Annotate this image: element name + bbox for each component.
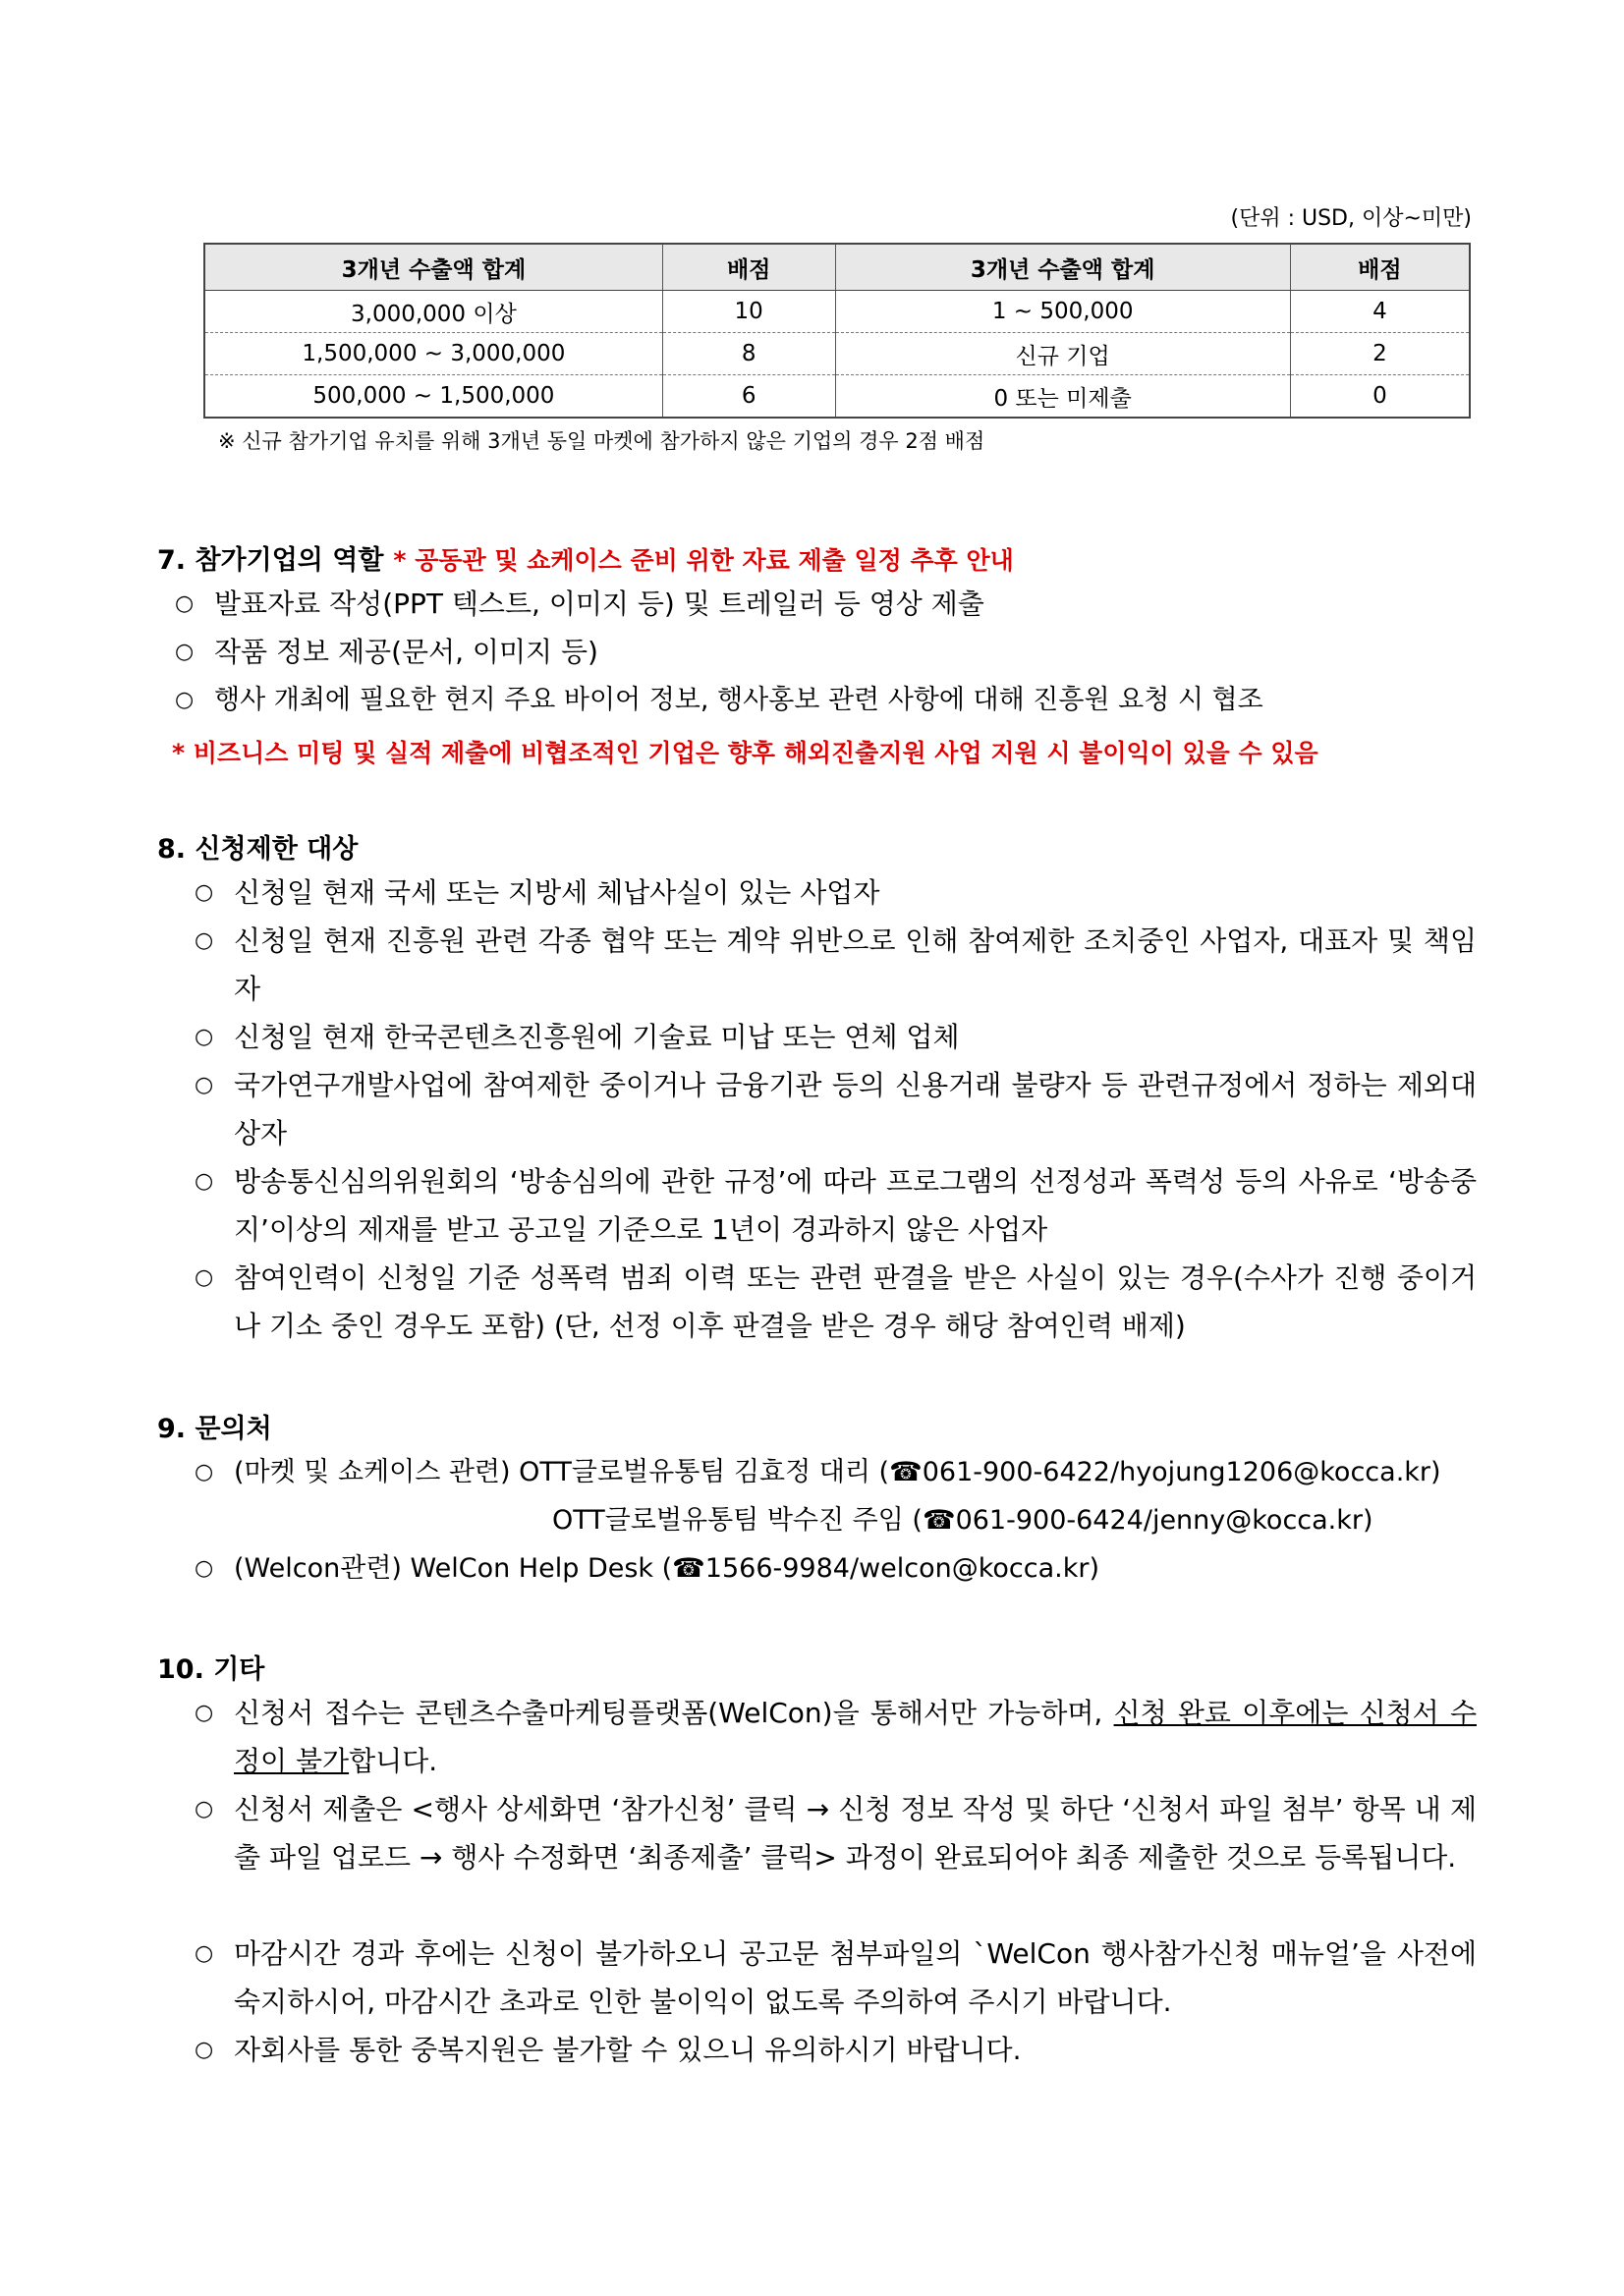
contact-item <box>552 1496 1495 1544</box>
list-item <box>175 628 1482 676</box>
header-score: 배점 <box>1290 244 1470 291</box>
table-cell: 10 <box>662 291 835 333</box>
table-row <box>204 375 1470 419</box>
list-item <box>195 1013 1477 1061</box>
contact-item <box>195 1544 1491 1593</box>
text-segment: 신청서 접수는 콘텐츠수출마케팅플랫폼(WelCon)을 통해서만 가능하며, <box>234 1697 1114 1729</box>
table-cell: 4 <box>1290 291 1470 333</box>
list-item <box>195 1785 1477 1881</box>
list-item <box>195 1157 1477 1254</box>
list-item <box>195 868 1477 917</box>
circle-bullet-icon: ○ <box>195 1073 214 1097</box>
list-item-text: 발표자료 작성(PPT 텍스트, 이미지 등) 및 트레일러 등 영상 제출 <box>214 588 984 620</box>
list-item-text: 작품 정보 제공(문서, 이미지 등) <box>214 636 598 668</box>
table-cell: 8 <box>662 333 835 375</box>
table-cell: 1,500,000 ~ 3,000,000 <box>204 333 662 375</box>
list-item-text: 신청일 현재 한국콘텐츠진흥원에 기술료 미납 또는 연체 업체 <box>234 1021 960 1053</box>
list-item <box>195 1930 1477 2026</box>
list-item <box>195 2026 1477 2074</box>
list-item-text: 신청일 현재 국세 또는 지방세 체납사실이 있는 사업자 <box>234 876 880 909</box>
circle-bullet-icon: ○ <box>195 928 214 953</box>
unit-note: (단위 : USD, 이상~미만) <box>1230 206 1472 231</box>
circle-bullet-icon: ○ <box>195 1460 214 1484</box>
table-cell: 500,000 ~ 1,500,000 <box>204 375 662 419</box>
list-item-text: 참여인력이 신청일 기준 성폭력 범죄 이력 또는 관련 판결을 받은 사실이 있는 경우(수사가 진행 중이거나 기소 중인 경우도 포함) (단, 선정 이후 판결을 받은 경우 해당 참여인력 배제) <box>234 1261 1477 1342</box>
list-item-text: 자회사를 통한 중복지원은 불가할 수 있으니 유의하시기 바랍니다. <box>234 2034 1022 2066</box>
contact-item <box>195 1448 1491 1496</box>
list-item <box>175 676 1491 724</box>
circle-bullet-icon: ○ <box>195 1169 214 1194</box>
table-cell: 0 또는 미제출 <box>835 375 1290 419</box>
circle-bullet-icon: ○ <box>195 1556 214 1581</box>
list-item <box>175 580 1482 628</box>
contact-text: OTT글로벌유통팀 박수진 주임 (☎061-900-6424/jenny@kocca.kr) <box>552 1505 1373 1536</box>
header-export-total: 3개년 수출액 합계 <box>835 244 1290 291</box>
list-item <box>195 917 1477 1013</box>
header-score: 배점 <box>662 244 835 291</box>
section-9-title: 9. 문의처 <box>157 1414 272 1444</box>
table-cell: 3,000,000 이상 <box>204 291 662 333</box>
warning-note: * 비즈니스 미팅 및 실적 제출에 비협조적인 기업은 향후 해외진출지원 사업 지원 시 불이익이 있을 수 있음 <box>172 739 1318 767</box>
list-item-text: 국가연구개발사업에 참여제한 중이거나 금융기관 등의 신용거래 불량자 등 관련규정에서 정하는 제외대상자 <box>234 1069 1477 1149</box>
circle-bullet-icon: ○ <box>175 591 195 616</box>
header-export-total: 3개년 수출액 합계 <box>204 244 662 291</box>
table-cell: 1 ~ 500,000 <box>835 291 1290 333</box>
table-row <box>204 291 1470 333</box>
list-item-text: 신청서 제출은 <행사 상세화면 ‘참가신청’ 클릭 → 신청 정보 작성 및 하단 ‘신청서 파일 첨부’ 항목 내 제출 파일 업로드 → 행사 수정화면 ‘최종제출’ 클릭> 과정이 완료되어야 최종 제출한 것으로 등록됩니다. <box>234 1793 1477 1874</box>
section-8-title: 8. 신청제한 대상 <box>157 834 359 865</box>
table-footnote: ※ 신규 참가기업 유치를 위해 3개년 동일 마켓에 참가하지 않은 기업의 경우 2점 배점 <box>218 429 985 453</box>
circle-bullet-icon: ○ <box>195 880 214 905</box>
list-item <box>195 1689 1477 1785</box>
list-item-text <box>195 1689 1477 1785</box>
circle-bullet-icon: ○ <box>195 2038 214 2062</box>
table-row <box>204 333 1470 375</box>
underlined-text: 신청 완료 이후에는 신청서 수정이 불가 <box>234 1697 1477 1777</box>
section-red-note: * 공동관 및 쇼케이스 준비 위한 자료 제출 일정 추후 안내 <box>393 546 1014 575</box>
circle-bullet-icon: ○ <box>195 1701 214 1725</box>
circle-bullet-icon: ○ <box>195 1941 214 1966</box>
list-item-text: 마감시간 경과 후에는 신청이 불가하오니 공고문 첨부파일의 `WelCon 행사참가신청 매뉴얼’을 사전에 숙지하시어, 마감시간 초과로 인한 불이익이 없도록 주의하여 주시기 바랍니다. <box>234 1937 1477 2018</box>
circle-bullet-icon: ○ <box>195 1797 214 1821</box>
text-segment: 합니다. <box>349 1745 438 1777</box>
table-cell: 0 <box>1290 375 1470 419</box>
score-table <box>203 243 1471 419</box>
circle-bullet-icon: ○ <box>175 640 195 664</box>
circle-bullet-icon: ○ <box>195 1025 214 1049</box>
contact-text: (마켓 및 쇼케이스 관련) OTT글로벌유통팀 김효정 대리 (☎061-900-6422/hyojung1206@kocca.kr) <box>234 1457 1441 1487</box>
list-item-text: 신청일 현재 진흥원 관련 각종 협약 또는 계약 위반으로 인해 참여제한 조치중인 사업자, 대표자 및 책임자 <box>234 924 1477 1005</box>
table-cell: 2 <box>1290 333 1470 375</box>
circle-bullet-icon: ○ <box>195 1265 214 1290</box>
section-title-text: 7. 참가기업의 역할 <box>157 545 384 576</box>
section-7-title <box>157 538 1014 577</box>
table-header-row <box>204 244 1470 291</box>
table-cell: 신규 기업 <box>835 333 1290 375</box>
section-10-title: 10. 기타 <box>157 1654 265 1685</box>
table-cell: 6 <box>662 375 835 419</box>
list-item-text: 행사 개최에 필요한 현지 주요 바이어 정보, 행사홍보 관련 사항에 대해 진흥원 요청 시 협조 <box>214 685 1263 715</box>
list-item <box>195 1254 1477 1350</box>
list-item <box>195 1061 1477 1157</box>
list-item-text: 방송통신심의위원회의 ‘방송심의에 관한 규정’에 따라 프로그램의 선정성과 폭력성 등의 사유로 ‘방송중지’이상의 제재를 받고 공고일 기준으로 1년이 경과하지 않은 사업자 <box>234 1165 1477 1246</box>
circle-bullet-icon: ○ <box>175 688 195 712</box>
contact-text: (Welcon관련) WelCon Help Desk (☎1566-9984/welcon@kocca.kr) <box>234 1553 1100 1584</box>
